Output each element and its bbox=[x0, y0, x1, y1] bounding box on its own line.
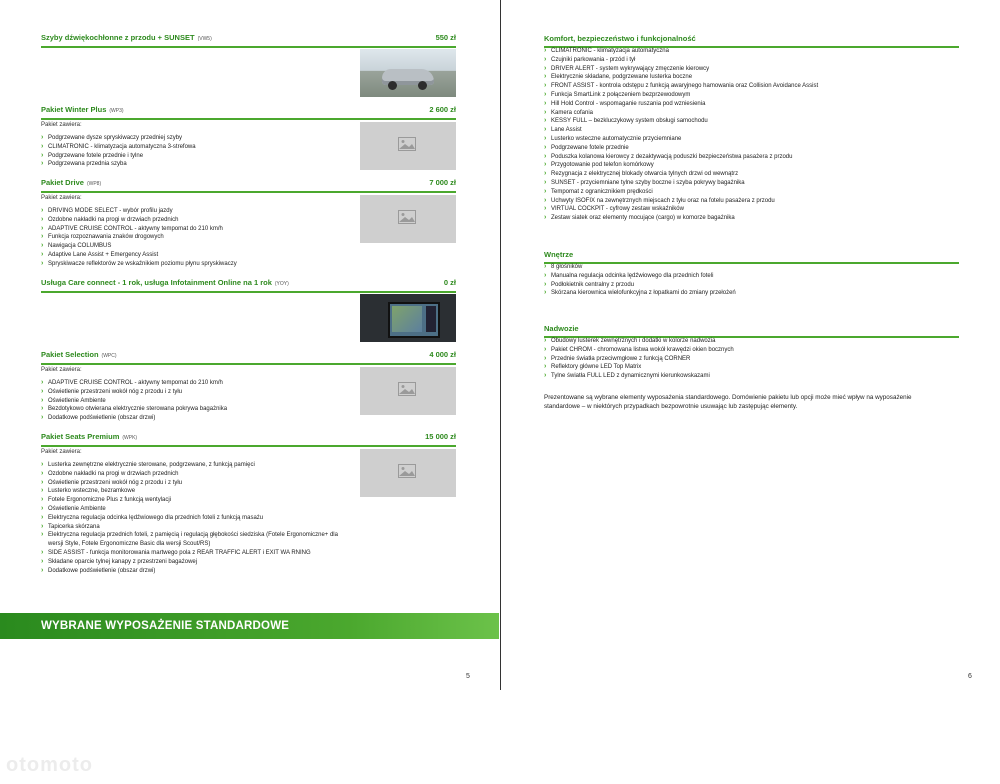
list-item bbox=[544, 272, 959, 281]
list-item-text: Składane oparcie tylnej kanapy z przestrzeni bagażowej bbox=[48, 558, 198, 565]
section-header bbox=[544, 324, 959, 338]
chevron-right-icon: › bbox=[544, 90, 547, 98]
package-header bbox=[41, 279, 456, 293]
list-item bbox=[41, 496, 351, 505]
chevron-right-icon: › bbox=[41, 250, 44, 258]
chevron-right-icon: › bbox=[41, 461, 44, 468]
list-item-text: Podgrzewana przednia szyba bbox=[48, 161, 127, 168]
footnote: Prezentowane są wybrane elementy wyposażenia standardowego. Domówienie pakietu lub opcji może mieć wpływ na wyposażenie standardowe – w niektórych przypadkach bezpowrotnie usuwając lub zastępując elementy. bbox=[544, 394, 912, 410]
list-item bbox=[544, 289, 959, 298]
package-title-text: Pakiet Seats Premium bbox=[41, 432, 120, 441]
list-item bbox=[544, 56, 959, 65]
chevron-right-icon: › bbox=[41, 469, 44, 477]
image-icon bbox=[398, 382, 416, 396]
list-item bbox=[544, 205, 959, 214]
list-item-text: SIDE ASSIST - funkcja monitorowania martwego pola z REAR TRAFFIC ALERT i EXIT WA RNING bbox=[48, 549, 311, 556]
list-item-text: Adaptive Lane Assist + Emergency Assist bbox=[48, 251, 159, 258]
package-item-list bbox=[41, 207, 351, 269]
chevron-right-icon: › bbox=[41, 478, 44, 486]
list-item bbox=[41, 251, 351, 260]
list-item bbox=[41, 388, 351, 397]
package-contains-label: Pakiet zawiera: bbox=[41, 122, 82, 128]
list-item bbox=[544, 197, 959, 206]
banner-title: WYBRANE WYPOSAŻENIE STANDARDOWE bbox=[41, 620, 290, 632]
list-item bbox=[41, 160, 351, 169]
package-contains-label: Pakiet zawiera: bbox=[41, 449, 82, 455]
list-item-text: SUNSET - przyciemniane tylne szyby boczne i szyba pokrywy bagażnika bbox=[551, 179, 745, 186]
standard-equipment-banner bbox=[0, 613, 499, 639]
image-placeholder bbox=[360, 449, 456, 497]
chevron-right-icon: › bbox=[41, 487, 44, 495]
chevron-right-icon: › bbox=[41, 522, 44, 530]
list-item-text: Przednie światła przeciwmgłowe z funkcją CORNER bbox=[551, 355, 691, 362]
package-title bbox=[41, 432, 137, 441]
car-photo bbox=[360, 49, 456, 97]
package-header bbox=[41, 351, 456, 365]
list-item-text: CLIMATRONIC - klimatyzacja automatyczna bbox=[551, 48, 669, 54]
list-item-text: Nawigacja COLUMBUS bbox=[48, 243, 112, 250]
chevron-right-icon: › bbox=[544, 55, 547, 63]
package-price: 15 000 zł bbox=[425, 432, 456, 441]
list-item-text: Hill Hold Control - wspomaganie ruszania pod wzniesienia bbox=[551, 100, 706, 107]
package-selection bbox=[41, 350, 456, 422]
package-title bbox=[41, 33, 212, 42]
package-item-list bbox=[41, 461, 351, 575]
list-item bbox=[41, 461, 351, 470]
car-wheel bbox=[388, 81, 397, 90]
list-item-text: Manualna regulacja odcinka lędźwiowego dla przednich foteli bbox=[551, 272, 714, 279]
list-item bbox=[41, 379, 351, 388]
list-item-text: Tylne światła FULL LED z dynamicznymi kierunkowskazami bbox=[551, 373, 710, 380]
section-title: Nadwozie bbox=[544, 324, 579, 333]
list-item-text: Oświetlenie przestrzeni wokół nóg z przodu i z tyłu bbox=[48, 479, 183, 486]
list-item bbox=[41, 397, 351, 406]
package-title-text: Pakiet Winter Plus bbox=[41, 105, 107, 114]
list-item-text: Przygotowanie pod telefon komórkowy bbox=[551, 162, 654, 169]
chevron-right-icon: › bbox=[544, 170, 547, 178]
list-item bbox=[41, 242, 351, 251]
chevron-right-icon: › bbox=[41, 405, 44, 413]
list-item-text: Obudowy lusterek zewnętrznych i dodatki w kolorze nadwozia bbox=[551, 338, 716, 344]
list-item bbox=[544, 363, 959, 372]
list-item bbox=[544, 161, 959, 170]
watermark: otomoto bbox=[6, 754, 93, 776]
package-header bbox=[41, 106, 456, 120]
screen-map bbox=[392, 306, 422, 332]
list-item-text: KESSY FULL – bezkluczykowy system obsługi samochodu bbox=[551, 118, 708, 125]
list-item bbox=[544, 337, 959, 346]
chevron-right-icon: › bbox=[41, 142, 44, 150]
chevron-right-icon: › bbox=[41, 504, 44, 512]
list-item bbox=[544, 91, 959, 100]
chevron-right-icon: › bbox=[544, 73, 547, 81]
list-item bbox=[544, 144, 959, 153]
chevron-right-icon: › bbox=[544, 117, 547, 125]
list-item bbox=[41, 143, 351, 152]
chevron-right-icon: › bbox=[544, 99, 547, 107]
list-item bbox=[544, 281, 959, 290]
list-item bbox=[41, 567, 351, 576]
list-item bbox=[41, 134, 351, 143]
list-item-text: Ozdobne nakładki na progi w drzwiach przednich bbox=[48, 216, 179, 223]
chevron-right-icon: › bbox=[544, 108, 547, 116]
package-header bbox=[41, 179, 456, 193]
list-item-text: Zestaw siatek oraz elementy mocujące (cargo) w komorze bagażnika bbox=[551, 215, 735, 222]
chevron-right-icon: › bbox=[41, 151, 44, 159]
list-item-text: DRIVING MODE SELECT - wybór profilu jazdy bbox=[48, 208, 173, 214]
list-item-text: Podgrzewane fotele przednie i tylne bbox=[48, 152, 144, 159]
package-code: (YOY) bbox=[274, 281, 289, 287]
page-right bbox=[501, 0, 1000, 784]
package-title bbox=[41, 178, 101, 187]
chevron-right-icon: › bbox=[544, 280, 547, 288]
chevron-right-icon: › bbox=[544, 354, 547, 362]
list-item-text: Elektryczna regulacja przednich foteli, z pamięcią i regulacją głębokości siedziska (Fotele Ergonomiczne+ dla wersji Style, Fotele Ergonomiczne Basic dla wersji Scout/RS) bbox=[48, 532, 338, 548]
infotainment-screen-photo bbox=[360, 294, 456, 342]
section-title: Wnętrze bbox=[544, 250, 574, 259]
package-drive bbox=[41, 178, 456, 267]
section-item-list bbox=[544, 263, 959, 298]
package-title-text: Pakiet Selection bbox=[41, 350, 99, 359]
list-item bbox=[544, 214, 959, 223]
car-wheel bbox=[418, 81, 427, 90]
list-item-text: Lane Assist bbox=[551, 127, 582, 134]
package-code: (WP3) bbox=[109, 108, 124, 114]
package-price: 0 zł bbox=[443, 278, 456, 287]
page-number: 6 bbox=[968, 673, 972, 680]
package-price: 550 zł bbox=[435, 33, 456, 42]
section-header bbox=[544, 250, 959, 264]
list-item bbox=[41, 414, 351, 423]
list-item-text: Dodatkowe podświetlenie (obszar drzwi) bbox=[48, 415, 156, 422]
chevron-right-icon: › bbox=[544, 372, 547, 380]
chevron-right-icon: › bbox=[544, 178, 547, 186]
chevron-right-icon: › bbox=[41, 224, 44, 232]
package-title-text: Szyby dźwiękochłonne z przodu + SUNSET bbox=[41, 33, 195, 42]
list-item-text: 8 głośników bbox=[551, 264, 583, 270]
list-item bbox=[544, 170, 959, 179]
package-header bbox=[41, 433, 456, 447]
chevron-right-icon: › bbox=[41, 548, 44, 556]
image-icon bbox=[398, 464, 416, 478]
list-item-text: ADAPTIVE CRUISE CONTROL - aktywny tempomat do 210 km/h bbox=[48, 380, 223, 386]
list-item-text: Fotele Ergonomiczne Plus z funkcją wentylacji bbox=[48, 497, 172, 504]
chevron-right-icon: › bbox=[544, 64, 547, 72]
list-item-text: Oświetlenie przestrzeni wokół nóg z przodu i z tyłu bbox=[48, 388, 183, 395]
list-item bbox=[41, 225, 351, 234]
list-item bbox=[544, 188, 959, 197]
image-placeholder bbox=[360, 367, 456, 415]
list-item bbox=[41, 260, 351, 269]
list-item-text: Oświetlenie Ambiente bbox=[48, 397, 106, 404]
package-item-list bbox=[41, 134, 351, 169]
package-title bbox=[41, 105, 124, 114]
list-item-text: Skórzana kierownica wielofunkcyjna z łopatkami do zmiany przełożeń bbox=[551, 290, 736, 297]
list-item-text: DRIVER ALERT - system wykrywający zmęczenie kierowcy bbox=[551, 65, 710, 72]
chevron-right-icon: › bbox=[41, 496, 44, 504]
list-item-text: FRONT ASSIST - kontrola odstępu z funkcją awaryjnego hamowania oraz Collision Avoidance Assist bbox=[551, 83, 819, 90]
list-item bbox=[544, 117, 959, 126]
list-item bbox=[544, 65, 959, 74]
package-contains-label: Pakiet zawiera: bbox=[41, 195, 82, 201]
package-header bbox=[41, 34, 456, 48]
chevron-right-icon: › bbox=[41, 513, 44, 521]
list-item bbox=[544, 47, 959, 56]
chevron-right-icon: › bbox=[544, 205, 547, 213]
list-item-text: Reflektory główne LED Top Matrix bbox=[551, 364, 642, 371]
list-item-text: Ozdobne nakładki na progi w drzwiach przednich bbox=[48, 470, 179, 477]
list-item bbox=[41, 216, 351, 225]
list-item-text: Elektryczna regulacja odcinka lędźwiowego dla przednich foteli z funkcją masażu bbox=[48, 514, 264, 521]
list-item bbox=[41, 233, 351, 242]
chevron-right-icon: › bbox=[544, 345, 547, 353]
chevron-right-icon: › bbox=[41, 557, 44, 565]
chevron-right-icon: › bbox=[544, 271, 547, 279]
section-title: Komfort, bezpieczeństwo i funkcjonalność bbox=[544, 34, 696, 43]
chevron-right-icon: › bbox=[544, 82, 547, 90]
package-care-connect bbox=[41, 279, 456, 293]
package-code: (WPK) bbox=[122, 435, 138, 441]
chevron-right-icon: › bbox=[544, 134, 547, 142]
list-item bbox=[41, 531, 351, 549]
list-item-text: Uchwyty ISOFIX na zewnętrznych miejscach z tyłu oraz na fotelu pasażera z przodu bbox=[551, 197, 775, 204]
page-number: 5 bbox=[466, 673, 470, 680]
list-item bbox=[544, 372, 959, 381]
list-item bbox=[544, 346, 959, 355]
package-sunset bbox=[41, 34, 456, 48]
chevron-right-icon: › bbox=[41, 531, 44, 539]
list-item bbox=[544, 263, 959, 272]
section-item-list bbox=[544, 337, 959, 381]
section-interior bbox=[544, 250, 959, 297]
list-item bbox=[41, 514, 351, 523]
chevron-right-icon: › bbox=[544, 263, 547, 270]
list-item bbox=[41, 207, 351, 216]
list-item bbox=[544, 355, 959, 364]
list-item-text: VIRTUAL COCKPIT - cyfrowy zestaw wskaźników bbox=[551, 206, 684, 213]
list-item bbox=[41, 549, 351, 558]
package-title bbox=[41, 350, 117, 359]
package-code: (WP8) bbox=[86, 181, 102, 187]
package-winter-plus bbox=[41, 105, 456, 168]
list-item-text: Elektrycznie składane, podgrzewane lusterka boczne bbox=[551, 74, 693, 81]
list-item-text: Tapicerka skórzana bbox=[48, 523, 100, 530]
list-item-text: Funkcja SmartLink z połączeniem bezprzewodowym bbox=[551, 91, 691, 98]
list-item-text: Podgrzewane fotele przednie bbox=[551, 144, 629, 151]
list-item bbox=[544, 100, 959, 109]
package-contains-label: Pakiet zawiera: bbox=[41, 367, 82, 373]
list-item-text: Lusterka zewnętrzne elektrycznie sterowane, podgrzewane, z funkcją pamięci bbox=[48, 462, 255, 468]
list-item-text: Lusterko wsteczne automatycznie przyciemniane bbox=[551, 135, 682, 142]
chevron-right-icon: › bbox=[41, 207, 44, 214]
image-icon bbox=[398, 210, 416, 224]
list-item bbox=[544, 126, 959, 135]
list-item-text: Poduszka kolanowa kierowcy z dezaktywacją poduszki bezpieczeństwa pasażera z przodu bbox=[551, 153, 793, 160]
chevron-right-icon: › bbox=[41, 566, 44, 574]
list-item-text: Tempomat z ogranicznikiem prędkości bbox=[551, 188, 653, 195]
list-item-text: Lusterko wsteczne, bezramkowe bbox=[48, 488, 136, 495]
list-item bbox=[544, 73, 959, 82]
list-item-text: Funkcja rozpoznawania znaków drogowych bbox=[48, 234, 164, 241]
list-item bbox=[41, 479, 351, 488]
list-item-text: Dodatkowe podświetlenie (obszar drzwi) bbox=[48, 567, 156, 574]
package-title-text: Pakiet Drive bbox=[41, 178, 84, 187]
list-item-text: CLIMATRONIC - klimatyzacja automatyczna 3-strefowa bbox=[48, 143, 196, 150]
chevron-right-icon: › bbox=[41, 259, 44, 267]
list-item-text: Spryskiwacze reflektorów ze wskaźnikiem poziomu płynu spryskiwaczy bbox=[48, 260, 237, 267]
list-item bbox=[41, 558, 351, 567]
screen-panel bbox=[388, 302, 440, 338]
chevron-right-icon: › bbox=[544, 143, 547, 151]
list-item-text: Oświetlenie Ambiente bbox=[48, 505, 106, 512]
package-seats-premium bbox=[41, 432, 456, 574]
chevron-right-icon: › bbox=[544, 187, 547, 195]
chevron-right-icon: › bbox=[41, 396, 44, 404]
package-price: 2 600 zł bbox=[429, 105, 456, 114]
section-header bbox=[544, 34, 959, 48]
package-code: (WPC) bbox=[101, 353, 117, 359]
image-placeholder bbox=[360, 122, 456, 170]
chevron-right-icon: › bbox=[544, 152, 547, 160]
chevron-right-icon: › bbox=[41, 414, 44, 422]
list-item-text: Podłokietnik centralny z przodu bbox=[551, 281, 635, 288]
chevron-right-icon: › bbox=[41, 134, 44, 141]
list-item bbox=[41, 470, 351, 479]
image-icon bbox=[398, 137, 416, 151]
package-price: 4 000 zł bbox=[429, 350, 456, 359]
list-item-text: Czujniki parkowania - przód i tył bbox=[551, 56, 636, 63]
package-code: (VW5) bbox=[197, 36, 212, 42]
list-item-text: Bezdotykowo otwierana elektrycznie sterowana pokrywa bagażnika bbox=[48, 406, 228, 413]
list-item bbox=[41, 152, 351, 161]
chevron-right-icon: › bbox=[41, 215, 44, 223]
chevron-right-icon: › bbox=[544, 47, 547, 54]
list-item-text: ADAPTIVE CRUISE CONTROL - aktywny tempomat do 210 km/h bbox=[48, 225, 223, 232]
chevron-right-icon: › bbox=[41, 387, 44, 395]
chevron-right-icon: › bbox=[41, 160, 44, 168]
list-item bbox=[544, 179, 959, 188]
package-price: 7 000 zł bbox=[429, 178, 456, 187]
chevron-right-icon: › bbox=[544, 337, 547, 344]
list-item-text: Pakiet CHROM - chromowana listwa wokół krawędzi okien bocznych bbox=[551, 346, 734, 353]
package-item-list bbox=[41, 379, 351, 423]
chevron-right-icon: › bbox=[544, 363, 547, 371]
list-item bbox=[544, 82, 959, 91]
list-item bbox=[41, 405, 351, 414]
chevron-right-icon: › bbox=[544, 126, 547, 134]
chevron-right-icon: › bbox=[41, 233, 44, 241]
list-item bbox=[544, 109, 959, 118]
chevron-right-icon: › bbox=[544, 161, 547, 169]
list-item bbox=[544, 135, 959, 144]
list-item bbox=[41, 523, 351, 532]
section-body bbox=[544, 324, 959, 380]
section-item-list bbox=[544, 47, 959, 223]
chevron-right-icon: › bbox=[41, 242, 44, 250]
list-item-text: Podgrzewane dysze spryskiwaczy przedniej szyby bbox=[48, 135, 183, 141]
chevron-right-icon: › bbox=[544, 196, 547, 204]
list-item bbox=[41, 487, 351, 496]
list-item bbox=[41, 505, 351, 514]
screen-sidebar bbox=[426, 306, 436, 332]
list-item-text: Kamera cofania bbox=[551, 109, 594, 116]
package-title bbox=[41, 278, 289, 287]
section-comfort-safety bbox=[544, 34, 959, 222]
chevron-right-icon: › bbox=[544, 214, 547, 222]
package-title-text: Usługa Care connect - 1 rok, usługa Infotainment Online na 1 rok bbox=[41, 278, 272, 287]
list-item bbox=[544, 153, 959, 162]
chevron-right-icon: › bbox=[544, 289, 547, 297]
list-item-text: Rezygnacja z elektrycznej blokady otwarcia tylnych drzwi od wewnątrz bbox=[551, 171, 739, 178]
chevron-right-icon: › bbox=[41, 379, 44, 386]
image-placeholder bbox=[360, 195, 456, 243]
